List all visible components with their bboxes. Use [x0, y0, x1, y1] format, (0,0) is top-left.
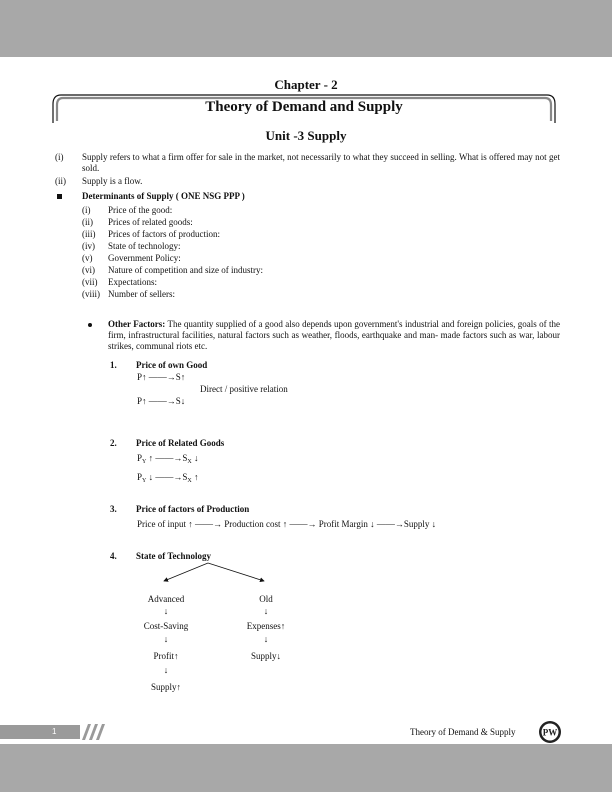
determinant-item: Price of the good: [108, 205, 173, 215]
section-4-title: State of Technology [136, 551, 212, 561]
section-3-chain: Price of input ↑ ——→ Production cost ↑ ——→ Profit Margin ↓ ——→Supply ↓ [137, 519, 437, 529]
section-2-line-2: $P_Y$ ↓ $——\to S_X$ ↑ [137, 472, 199, 484]
determinant-marker: (iii) [82, 229, 96, 239]
tech-arrow: ↓ [163, 665, 169, 675]
technology-branch-arrows [120, 562, 320, 582]
determinant-marker: (ii) [82, 217, 93, 227]
slash-decoration [80, 723, 110, 741]
top-band [0, 0, 612, 57]
tech-arrow: ↓ [163, 606, 169, 616]
section-1-line-2: P↑ ——→S↓ [137, 396, 186, 406]
footer-title: Theory of Demand & Supply [410, 727, 516, 737]
determinant-marker: (vii) [82, 277, 98, 287]
tech-advanced: Advanced [147, 594, 185, 604]
determinant-item: Government Policy: [108, 253, 181, 263]
section-4-number: 4. [110, 551, 117, 561]
tech-supply-down: Supply↓ [250, 651, 281, 661]
determinant-marker: (v) [82, 253, 93, 263]
determinant-marker: (viii) [82, 289, 100, 299]
determinant-item: Nature of competition and size of industry: [108, 265, 263, 275]
determinant-item: State of technology: [108, 241, 181, 251]
determinant-marker: (vi) [82, 265, 95, 275]
pw-logo-icon [538, 720, 562, 744]
intro-text-1: Supply refers to what a firm offer for sale in the market, not necessarily to what they succeed in selling. What is offered may not get sold. [82, 152, 560, 173]
banner-title: Theory of Demand and Supply [205, 99, 403, 115]
intro-marker-1: (i) [55, 152, 64, 162]
other-factors-paragraph [108, 319, 560, 352]
pw-logo-text: PW [542, 727, 558, 738]
other-factors-label: Other Factors: [108, 319, 166, 329]
page-number: 1 [52, 727, 57, 736]
chapter-label: Chapter - 2 [274, 77, 338, 92]
section-1-number: 1. [110, 360, 117, 370]
section-3-number: 3. [110, 504, 117, 514]
tech-arrow: ↓ [263, 606, 269, 616]
unit-title: Unit -3 Supply [265, 128, 347, 143]
determinant-marker: (i) [82, 205, 91, 215]
determinant-item: Expectations: [108, 277, 157, 287]
determinants-heading: Determinants of Supply ( ONE NSG PPP ) [82, 191, 245, 201]
section-2-line-1: $P_Y$ ↑ $——\to S_X$ ↓ [137, 453, 199, 465]
section-1-title: Price of own Good [136, 360, 208, 370]
tech-supply-up: Supply↑ [150, 682, 181, 692]
determinant-item: Number of sellers: [108, 289, 175, 299]
page-number-tab [0, 725, 80, 739]
tech-arrow: ↓ [263, 634, 269, 644]
other-factors-text: The quantity supplied of a good also depends upon government's industrial and foreign policies, goals of the firm, infrastructural facilities, natural factors such as weather, floods, earthquake and man- made factors such as war, labour strikes, communal riots etc. [108, 319, 560, 351]
determinant-marker: (iv) [82, 241, 95, 251]
round-bullet [88, 323, 92, 327]
section-3-title: Price of factors of Production [136, 504, 250, 514]
square-bullet [57, 194, 62, 199]
tech-cost-saving: Cost-Saving [143, 621, 189, 631]
section-2-title: Price of Related Goods [136, 438, 225, 448]
determinant-item: Prices of related goods: [108, 217, 193, 227]
tech-arrow: ↓ [163, 634, 169, 644]
intro-text-2: Supply is a flow. [82, 176, 143, 186]
tech-profit: Profit↑ [153, 651, 179, 661]
tech-expenses: Expenses↑ [246, 621, 286, 631]
bottom-band [0, 744, 612, 792]
tech-old: Old [259, 594, 273, 604]
section-1-line-1: P↑ ——→S↑ [137, 372, 186, 382]
section-1-note: Direct / positive relation [200, 384, 288, 394]
section-2-number: 2. [110, 438, 117, 448]
determinant-item: Prices of factors of production: [108, 229, 220, 239]
intro-marker-2: (ii) [55, 176, 66, 186]
